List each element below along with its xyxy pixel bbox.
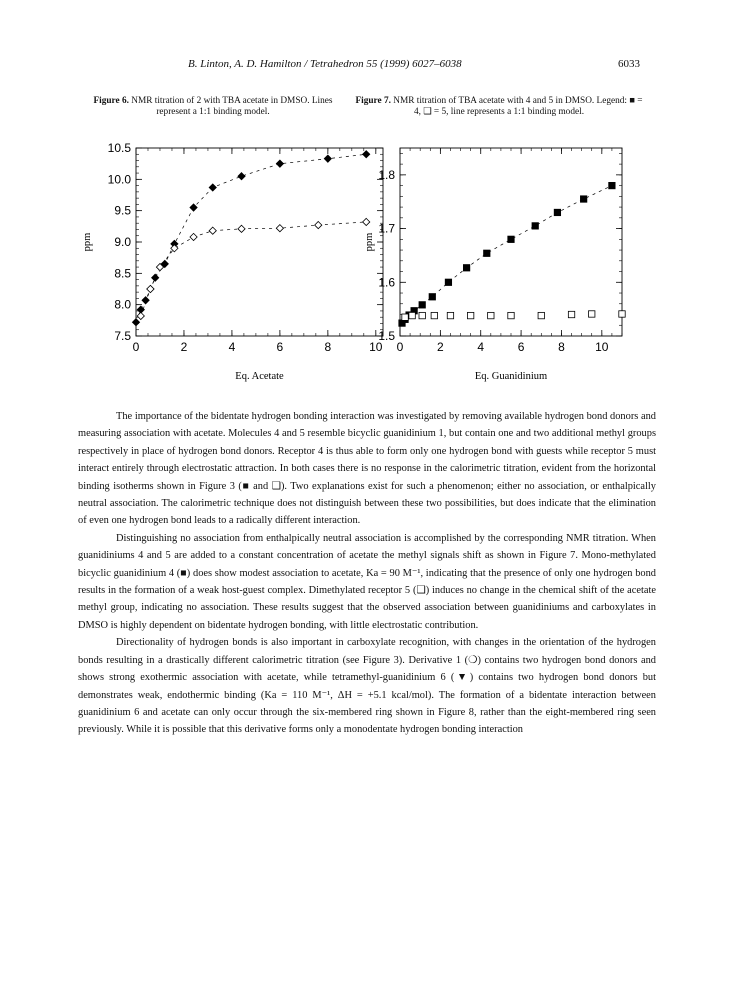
- fit-line-1: [141, 222, 366, 316]
- x-axis-label: Eq. Guanidinium: [474, 371, 548, 382]
- figure-7-label: Figure 7.: [355, 96, 391, 106]
- x-tick-label: 8: [324, 340, 332, 354]
- data-point: [532, 223, 538, 229]
- data-point: [209, 184, 216, 191]
- x-tick-label: 10: [595, 340, 609, 354]
- page-number: 6033: [618, 58, 640, 70]
- data-point: [508, 312, 514, 318]
- y-tick-label: 7.5: [114, 329, 131, 343]
- y-tick-label: 1.8: [378, 167, 395, 182]
- x-tick-label: 4: [477, 340, 485, 354]
- x-tick-label: 2: [180, 340, 188, 354]
- y-tick-label: 9.0: [114, 235, 131, 249]
- data-point: [209, 227, 216, 234]
- data-point: [402, 314, 408, 320]
- x-tick-label: 10: [369, 340, 383, 354]
- data-point: [276, 160, 283, 167]
- data-point: [276, 225, 283, 232]
- paragraph-3: Directionality of hydrogen bonds is also important in carboxylate recognition, with changes in the orientation of the hydrogen bonds resulting in a drastically different calorimetric titration (see Figure 3). Derivative 1 (❍) contains two hydrogen bond donors and shows strong exothermic association with acetate, while tetramethyl-guanidinium 6 (▼) contains two hydrogen bond donors but demonstrates weak, endothermic binding (Ka = 110 M⁻¹, ΔH = +5.1 kcal/mol). The formation of a bidentate interaction between guanidinium 6 and acetate can only occur through the six-membered ring shown in Figure 8, rather than the eight-membered ring seen previously. While it is possible that this derivative forms only a monodentate hydrogen bonding interaction: [78, 637, 656, 736]
- running-header: [0, 58, 731, 74]
- data-point: [580, 196, 586, 202]
- data-point: [171, 245, 178, 252]
- y-tick-label: 8.0: [114, 297, 131, 312]
- paragraph-1: The importance of the bidentate hydrogen bonding interaction was investigated by removing available hydrogen bond donors and measuring association with acetate. Molecules 4 and 5 resemble bicyclic guanidinium 1, but contain one and two additional methyl groups respectively in place of hydrogen bond donors. Receptor 4 is thus able to form only one hydrogen bond with guests while receptor 5 must interact entirely through electrostatic attraction. In both cases there is no response in the calorimetric titration, evident from the horizontal binding isotherms shown in Figure 3 (■ and ❑). Two explanations exist for such a phenomenon; either no association, or enthalpically neutral association. The calorimetric technique does not distinguish between these two possibilities, but does indicate that the elimination of even one hydrogen bond leads to a radically different interaction.: [78, 411, 656, 527]
- data-point: [152, 274, 159, 281]
- body-text: [78, 408, 656, 739]
- x-axis-label: Eq. Acetate: [235, 371, 284, 382]
- y-tick-label: 1.7: [378, 221, 395, 236]
- data-point: [609, 182, 615, 188]
- x-tick-label: 0: [132, 340, 140, 354]
- figure-6-caption-text: NMR titration of 2 with TBA acetate in DMSO. Lines represent a 1:1 binding model.: [131, 96, 333, 117]
- data-point: [429, 294, 435, 300]
- figure-7-caption-text: NMR titration of TBA acetate with 4 and 5 in DMSO. Legend: ■ = 4, ❑ = 5, line represents a 1:1 binding model.: [393, 96, 643, 117]
- data-point: [142, 297, 149, 304]
- data-point: [238, 173, 245, 180]
- data-point: [137, 312, 144, 319]
- data-point: [324, 155, 331, 162]
- y-tick-label: 8.5: [114, 266, 131, 281]
- data-point: [190, 233, 197, 240]
- running-title: B. Linton, A. D. Hamilton / Tetrahedron 55 (1999) 6027–6038: [188, 58, 462, 70]
- data-point: [409, 312, 415, 318]
- data-point: [315, 221, 322, 228]
- y-tick-label: 10.5: [107, 141, 131, 155]
- y-tick-label: 10.0: [107, 172, 131, 187]
- x-tick-label: 4: [228, 340, 236, 354]
- data-point: [238, 225, 245, 232]
- x-tick-label: 2: [437, 340, 444, 354]
- data-point: [431, 312, 437, 318]
- figure-6-chart: [70, 138, 383, 390]
- data-point: [419, 312, 425, 318]
- data-point: [508, 236, 514, 242]
- y-axis-label: ppm: [82, 232, 93, 252]
- y-axis-label: ppm: [364, 232, 375, 252]
- data-point: [619, 311, 625, 317]
- data-point: [445, 279, 451, 285]
- data-point: [467, 312, 473, 318]
- y-tick-label: 1.5: [378, 329, 395, 343]
- data-point: [419, 302, 425, 308]
- data-point: [132, 319, 139, 326]
- data-point: [554, 209, 560, 215]
- data-point: [488, 312, 494, 318]
- data-point: [147, 285, 154, 292]
- x-tick-label: 0: [396, 340, 404, 354]
- data-point: [190, 204, 197, 211]
- fit-line-0: [136, 154, 366, 322]
- figure-6-caption: [78, 96, 348, 118]
- data-point: [484, 250, 490, 256]
- y-tick-label: 9.5: [114, 203, 131, 218]
- data-point: [589, 311, 595, 317]
- fit-line-0: [402, 186, 612, 324]
- figure-7-caption: [354, 96, 644, 118]
- paragraph-2: Distinguishing no association from enthalpically neutral association is accomplished by the corresponding NMR titration. When guanidiniums 4 and 5 are added to a constant concentration of acetate the methyl signals shift as shown in Figure 7. Mono-methylated bicyclic guanidinium 4 (■) does show modest association to acetate, Ka = 90 M⁻¹, indicating that the presence of only one hydrogen bond results in the formation of a weak host-guest complex. Dimethylated receptor 5 (❑) induces no change in the chemical shift of the acetate methyl group, indicating no association. These results suggest that the observed association between guanidiniums and carboxylates in DMSO is highly dependent on bidentate hydrogen bonding, with little electrostatic contribution.: [78, 532, 656, 631]
- data-point: [568, 311, 574, 317]
- data-point: [538, 312, 544, 318]
- figure-6-label: Figure 6.: [93, 96, 129, 106]
- x-tick-label: 6: [517, 340, 525, 354]
- figure-7-chart: [360, 138, 630, 390]
- y-tick-label: 1.6: [378, 275, 395, 290]
- x-tick-label: 6: [276, 340, 284, 354]
- x-tick-label: 8: [558, 340, 565, 354]
- data-point: [447, 312, 453, 318]
- data-point: [463, 265, 469, 271]
